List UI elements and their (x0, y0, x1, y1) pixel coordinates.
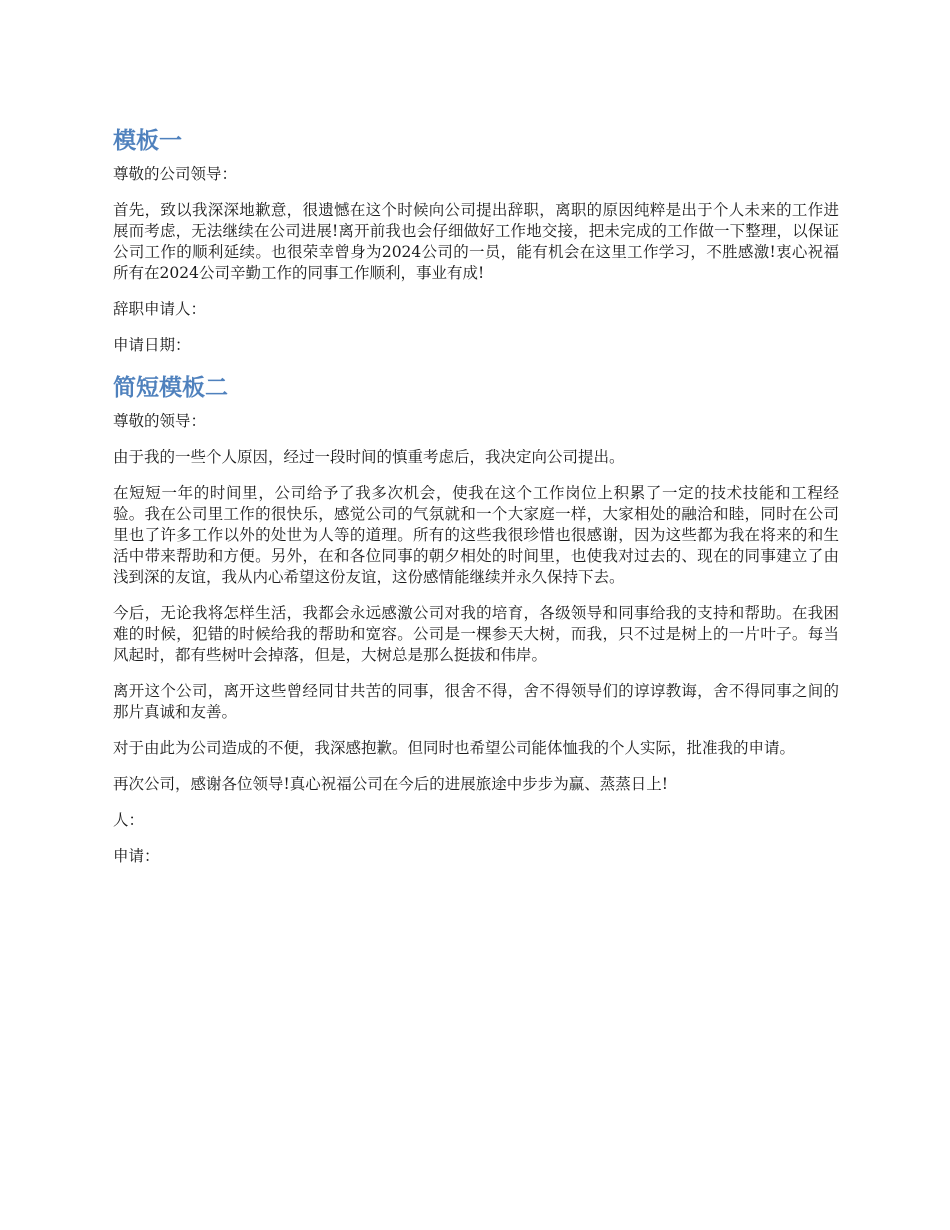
signature-date: 申请： (113, 847, 160, 865)
body-paragraph: 由于我的一些个人原因，经过一段时间的慎重考虑后，我决定向公司提出。 (113, 448, 625, 466)
body-paragraph: 今后，无论我将怎样生活，我都会永远感激公司对我的培育，各级领导和同事给我的支持和帮助。在我困难的时候，犯错的时候给我的帮助和宽容。公司是一棵参天大树，而我，只不过是树上的一片叶子。每当风起时，都有些树叶会掉落，但是，大树总是那么挺拔和伟岸。 (113, 604, 839, 664)
signature-applicant: 人： (113, 811, 145, 829)
salutation: 尊敬的领导： (113, 412, 207, 430)
body-paragraph: 首先，致以我深深地歉意，很遗憾在这个时候向公司提出辞职，离职的原因纯粹是出于个人未来的工作进展而考虑，无法继续在公司进展!离开前我也会仔细做好工作地交接，把未完成的工作做一下整理，以保证公司工作的顺利延续。也很荣幸曾身为2024公司的一员，能有机会在这里工作学习，不胜感激!衷心祝福所有在2024公司辛勤工作的同事工作顺利，事业有成! (113, 201, 839, 282)
signature-applicant: 辞职申请人： (113, 300, 207, 318)
body-paragraph: 在短短一年的时间里，公司给予了我多次机会，使我在这个工作岗位上积累了一定的技术技能和工程经验。我在公司里工作的很快乐，感觉公司的气氛就和一个大家庭一样，大家相处的融洽和睦，同时在公司里也了许多工作以外的处世为人等的道理。所有的这些我很珍惜也很感谢，因为这些都为我在将来的和生活中带来帮助和方便。另外，在和各位同事的朝夕相处的时间里，也使我对过去的、现在的同事建立了由浅到深的友谊，我从内心希望这份友谊，这份感情能继续并永久保持下去。 (113, 484, 839, 586)
salutation: 尊敬的公司领导： (113, 165, 238, 183)
closing-paragraph: 再次公司，感谢各位领导!真心祝福公司在今后的进展旅途中步步为赢、蒸蒸日上! (113, 775, 668, 793)
body-paragraph: 对于由此为公司造成的不便，我深感抱歉。但同时也希望公司能体恤我的个人实际，批准我的申请。 (113, 739, 796, 757)
section-template-two (113, 371, 839, 867)
section-heading: 模板一 (113, 128, 182, 154)
section-template-one (113, 124, 839, 356)
body-paragraph: 离开这个公司，离开这些曾经同甘共苦的同事，很舍不得，舍不得领导们的谆谆教诲，舍不得同事之间的那片真诚和友善。 (113, 682, 839, 721)
section-heading: 简短模板二 (113, 375, 228, 401)
signature-date: 申请日期： (113, 336, 191, 354)
document-page (113, 124, 839, 882)
